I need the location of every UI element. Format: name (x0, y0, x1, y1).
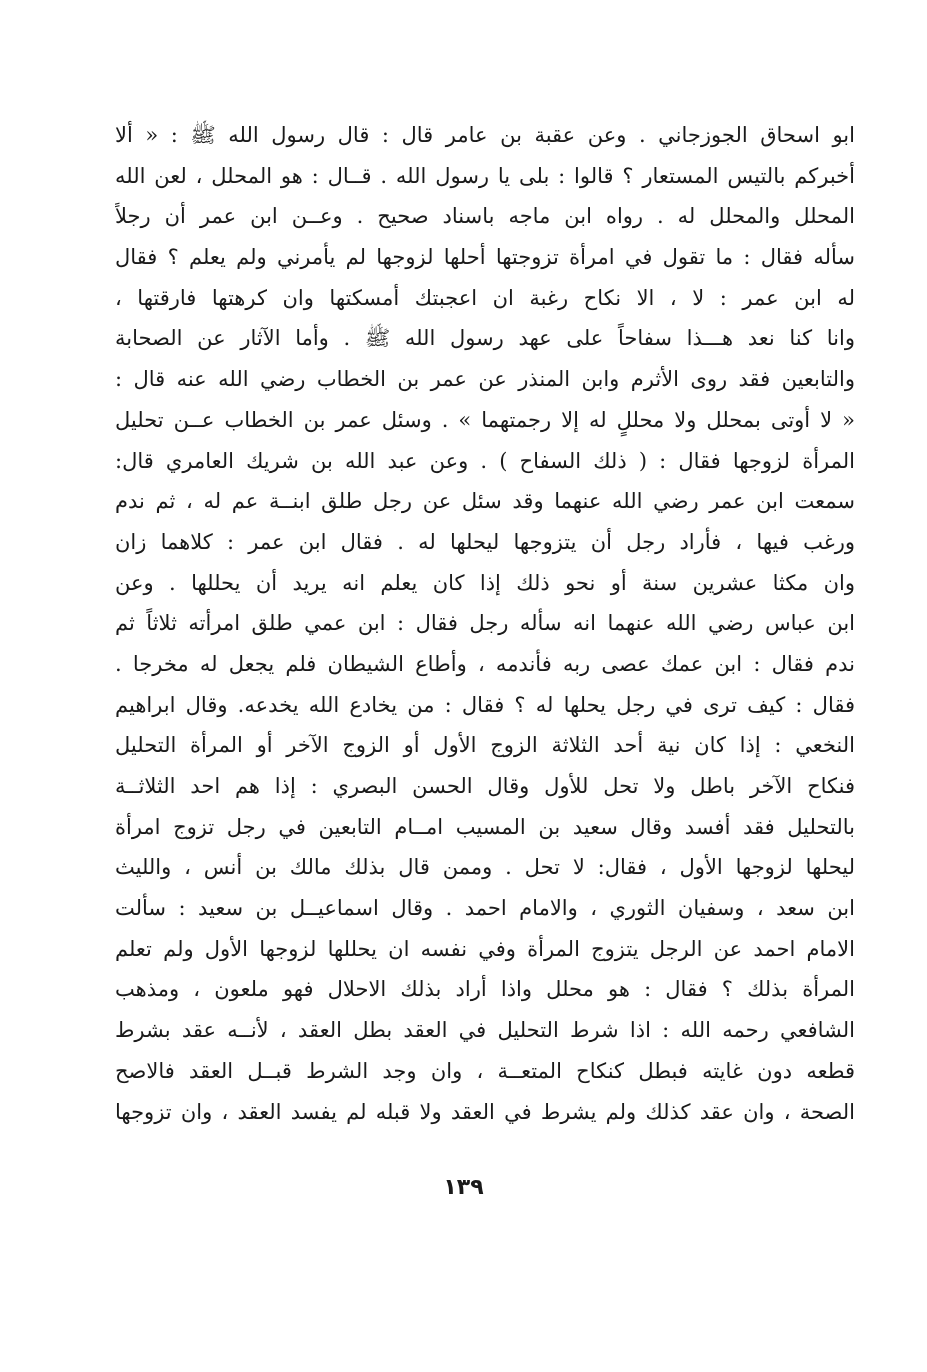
text-line-1: ابو اسحاق الجوزجاني . وعن عقبة بن عامر قال : قال رسول الله ﷺ : « ألا (115, 123, 855, 147)
text-line-19: ليحلها لزوجها الأول ، فقال: لا تحل . وممن قال بذلك مالك بن أنس ، والليث (115, 855, 855, 880)
text-line-13: ابن عباس رضي الله عنهما انه سأله رجل فقال : ابن عمي طلق امرأته ثلاثاً ثم (115, 611, 855, 636)
text-line-4: سأله فقال : ما تقول في امرأة تزوجتها أحلها لزوجها لم يأمرني ولم يعلم ؟ فقال (115, 245, 855, 270)
text-line-25: الصحة ، وان عقد كذلك ولم يشرط في العقد ولا قبله لم يفسد العقد ، وان تزوجها (115, 1099, 855, 1124)
text-line-9: المرأة لزوجها فقال : ( ذلك السفاح ) . وعن عبد الله بن شريك العامري قال: (115, 448, 855, 473)
text-line-17: فنكاح الآخر باطل ولا تحل للأول وقال الحسن البصري : إذا هم احد الثلاثــة (115, 774, 855, 798)
text-line-8: « لا أوتى بمحلل ولا محللٍ له إلا رجمتهما » . وسئل عمر بن الخطاب عــن تحليل (115, 407, 855, 432)
text-line-12: وان مكثا عشرين سنة أو نحو ذلك إذا كان يعلم انه يريد أن يحللها . وعن (115, 570, 855, 595)
body-text (115, 115, 855, 1132)
text-line-23: الشافعي رحمه الله : اذا شرط التحليل في العقد بطل العقد ، لأنــه عقد بشرط (115, 1018, 855, 1043)
text-line-14: ندم فقال : ابن عمك عصى ربه فأندمه ، وأطاع الشيطان فلم يجعل له مخرجا . (115, 651, 855, 676)
text-line-16: النخعي : إذا كان نية أحد الثلاثة الزوج الأول أو الزوج الآخر أو المرأة التحليل (115, 733, 855, 758)
text-line-6: وانا كنا نعد هـــذا سفاحاً على عهد رسول الله ﷺ . وأما الآثار عن الصحابة (115, 326, 855, 351)
text-line-24: قطعه دون غايته فبطل كنكاح المتعــة ، وان وجد الشرط قبــل العقد فالاصح (115, 1058, 855, 1083)
text-line-11: ورغب فيها ، فأراد رجل أن يتزوجها ليحلها له . فقال ابن عمر : كلاهما زان (115, 529, 855, 554)
text-line-3: المحلل والمحلل له . رواه ابن ماجه باسناد صحيح . وعــن ابن عمر أن رجلاً (115, 204, 855, 229)
text-line-5: له ابن عمر : لا ، الا نكاح رغبة ان اعجبتك أمسكتها وان كرهتها فارقتها ، (115, 285, 855, 310)
text-line-22: المرأة بذلك ؟ فقال : هو محلل واذا أراد بذلك الاحلال فهو ملعون ، ومذهب (115, 977, 855, 1002)
text-line-18: بالتحليل فقد أفسد وقال سعيد بن المسيب امــام التابعين في رجل تزوج امرأة (115, 814, 855, 839)
text-line-7: والتابعين فقد روى الأثرم وابن المنذر عن عمر بن الخطاب رضي الله عنه قال : (115, 367, 855, 392)
page-number: ١٣٩ (443, 1175, 484, 1200)
text-line-10: سمعت ابن عمر رضي الله عنهما وقد سئل عن رجل طلق ابنــة عم له ، ثم ندم (115, 489, 855, 514)
text-line-2: أخبركم بالتيس المستعار ؟ قالوا : بلى يا رسول الله . قــال : هو المحلل ، لعن الله (115, 163, 855, 188)
text-line-21: الامام احمد عن الرجل يتزوج المرأة وفي نفسه ان يحللها لزوجها الأول ولم تعلم (115, 936, 855, 961)
text-line-20: ابن سعد ، وسفيان الثوري ، والامام احمد . وقال اسماعيــل بن سعيد : سألت (115, 896, 855, 921)
text-line-15: فقال : كيف ترى في رجل يحلها له ؟ فقال : من يخادع الله يخدعه. وقال ابراهيم (115, 692, 855, 717)
